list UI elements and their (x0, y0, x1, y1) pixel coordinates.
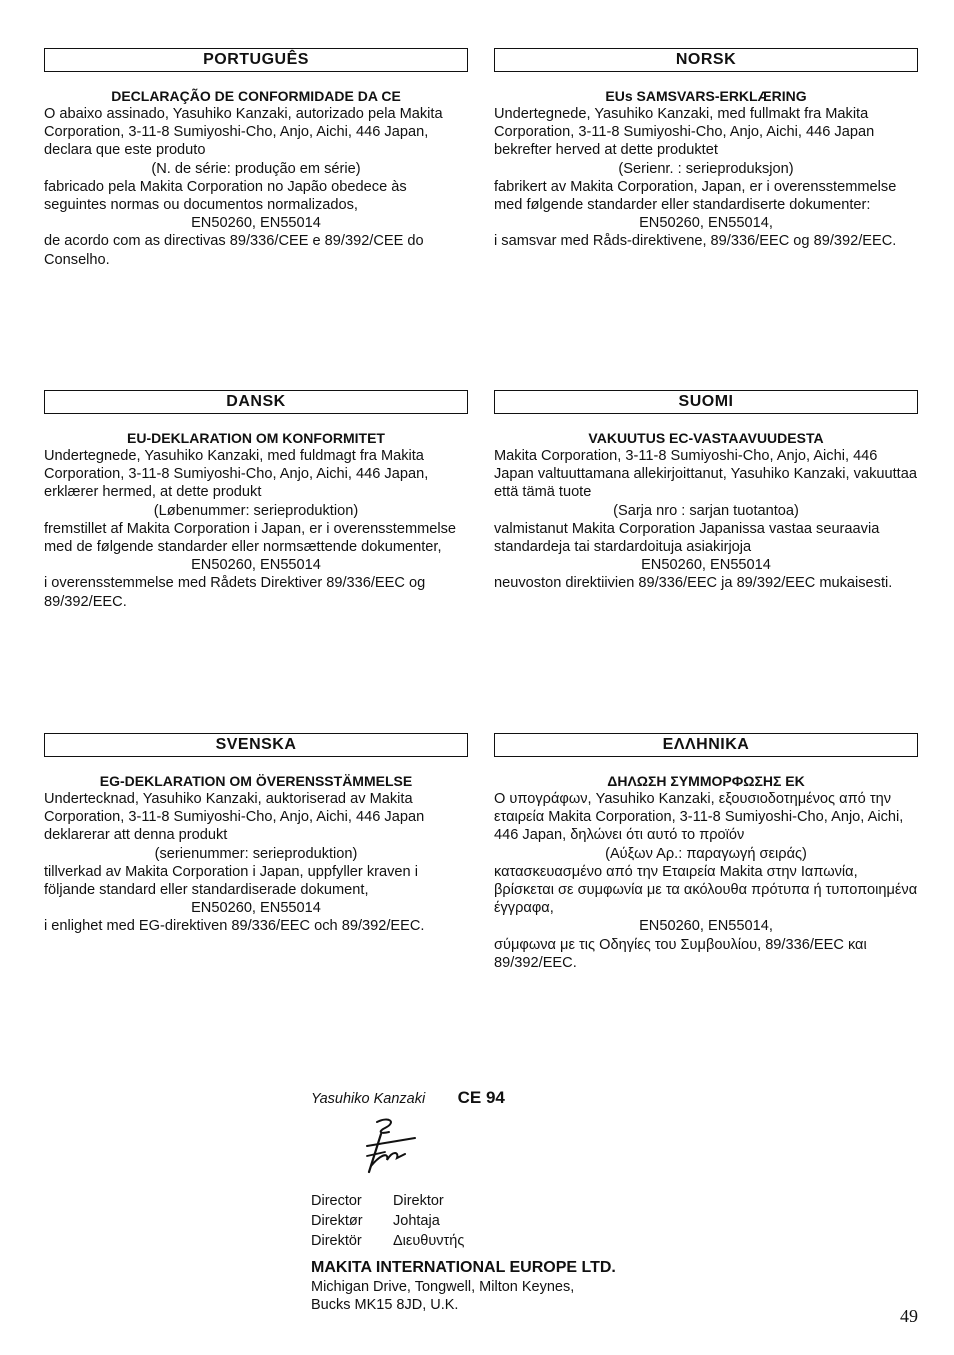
section-subtitle: DECLARAÇÃO DE CONFORMIDADE DA CE (111, 88, 401, 104)
serial-line: (Sarja nro : sarjan tuotantoa) (613, 502, 799, 519)
paragraph: Undertegnede, Yasuhiko Kanzaki, med fuldmagt fra Makita Corporation, 3-11-8 Sumiyoshi-Cho, Anjo, Aichi, 446 Japan, erklærer hermed, at dette produkt (44, 448, 429, 501)
handwritten-signature (337, 1114, 731, 1185)
paragraph: i enlighet med EG-direktiven 89/336/EEC och 89/392/EEC. (44, 918, 425, 935)
section-swedish (44, 733, 468, 936)
standards-line: EN50260, EN55014 (191, 900, 321, 917)
serial-line: (Serienr. : serieproduksjon) (618, 160, 794, 177)
ce-mark: CE 94 (457, 1088, 505, 1107)
section-subtitle: EG-DEKLARATION OM ÖVERENSSTÄMMELSE (99, 773, 413, 789)
standards-line: EN50260, EN55014 (641, 557, 771, 574)
paragraph: Undertecknad, Yasuhiko Kanzaki, auktoriserad av Makita Corporation, 3-11-8 Sumiyoshi-Cho, Anjo, Aichi, 446 Japan deklarerar att denna produkt (44, 791, 425, 844)
serial-line: (Αύξων Αρ.: παραγωγή σειράς) (605, 845, 807, 862)
section-title: ΕΛΛΗΝΙΚΑ (494, 733, 918, 757)
paragraph: valmistanut Makita Corporation Japanissa vastaa seuraavia standardeja tai stardardoituja asiakirjoja (494, 520, 880, 556)
section-title: SUOMI (494, 390, 918, 414)
paragraph: Ο υπογράφων, Yasuhiko Kanzaki, εξουσιοδοτημένος από την εταιρεία Makita Corporation, 3-11-8 Sumiyoshi-Cho, Anjo, Aichi, 446 Japan, δηλώνει ότι αυτό το προϊόν (494, 791, 904, 844)
section-norwegian (494, 48, 918, 251)
serial-line: (Løbenummer: serieproduktion) (153, 502, 359, 519)
section-subtitle: ΔΗΛΩΣΗ ΣΥΜΜΟΡΦΩΣΗΣ ΕΚ (607, 773, 805, 789)
signer-titles (311, 1191, 731, 1251)
section-danish (44, 390, 468, 611)
section-title: SVENSKA (44, 733, 468, 757)
title-text: Direktør (311, 1213, 363, 1229)
title-text: Johtaja (393, 1213, 440, 1229)
section-subtitle: VAKUUTUS EC-VASTAAVUUDESTA (588, 430, 824, 446)
company-address-block (311, 1258, 811, 1314)
paragraph: i overensstemmelse med Rådets Direktiver 89/336/EEC og 89/392/EEC. (44, 575, 426, 610)
paragraph: de acordo com as directivas 89/336/CEE e 89/392/CEE do Conselho. (44, 233, 424, 268)
paragraph: Makita Corporation, 3-11-8 Sumiyoshi-Cho, Anjo, Aichi, 446 Japan valtuuttamana allekirjoittanut, Yasuhiko Kanzaki, vakuuttaa että tämä tuote (494, 448, 917, 501)
section-title: NORSK (494, 48, 918, 72)
paragraph: κατασκευασμένο από την Εταιρεία Makita στην Ιαπωνία, βρίσκεται σε συμφωνία με τα ακόλουθα πρότυπα ή τυποποιημένα έγγραφα, (494, 863, 918, 917)
title-text: Διευθυντής (393, 1233, 465, 1249)
company-address-line: Bucks MK15 8JD, U.K. (311, 1297, 459, 1313)
standards-line: EN50260, EN55014, (639, 215, 773, 232)
paragraph: σύμφωνα με τις Οδηγίες του Συμβουλίου, 89/336/EEC και 89/392/EEC. (494, 936, 867, 971)
paragraph: tillverkad av Makita Corporation i Japan, uppfyller kraven i följande standard eller standardiserade dokument, (44, 863, 418, 899)
paragraph: fremstillet af Makita Corporation i Japan, er i overensstemmelse med de følgende standarder eller normsættende dokumenter, (44, 520, 457, 556)
section-greek (494, 733, 918, 972)
section-finnish (494, 390, 918, 593)
company-address-line: Michigan Drive, Tongwell, Milton Keynes, (311, 1279, 575, 1295)
signature-block (311, 1088, 731, 1251)
section-title: PORTUGUÊS (44, 48, 468, 72)
section-subtitle: EUs SAMSVARS-ERKLÆRING (605, 88, 807, 104)
company-name: MAKITA INTERNATIONAL EUROPE LTD. (311, 1259, 616, 1276)
paragraph: neuvoston direktiivien 89/336/EEC ja 89/392/EEC mukaisesti. (494, 575, 893, 592)
serial-line: (serienummer: serieproduktion) (154, 845, 358, 862)
standards-line: EN50260, EN55014 (191, 557, 321, 574)
paragraph: fabricado pela Makita Corporation no Japão obedece às seguintes normas ou documentos normalizados, (44, 178, 407, 214)
paragraph: fabrikert av Makita Corporation, Japan, er i overensstemmelse med følgende standarder eller standardiserte dokumenter: (494, 178, 897, 214)
section-title: DANSK (44, 390, 468, 414)
title-text: Direktor (393, 1193, 444, 1209)
title-text: Direktör (311, 1233, 362, 1249)
page-number: 49 (900, 1306, 918, 1326)
title-text: Director (311, 1193, 362, 1209)
serial-line: (N. de série: produção em série) (151, 160, 361, 177)
paragraph: Undertegnede, Yasuhiko Kanzaki, med fullmakt fra Makita Corporation, 3-11-8 Sumiyoshi-Cho, Anjo, Aichi, 446 Japan bekrefter herved at dette produktet (494, 106, 875, 159)
section-subtitle: EU-DEKLARATION OM KONFORMITET (127, 430, 385, 446)
signer-name: Yasuhiko Kanzaki (311, 1091, 426, 1107)
section-portuguese (44, 48, 468, 269)
paragraph: O abaixo assinado, Yasuhiko Kanzaki, autorizado pela Makita Corporation, 3-11-8 Sumiyoshi-Cho, Anjo, Aichi, 446 Japan, declara que este produto (44, 106, 443, 159)
standards-line: EN50260, EN55014 (191, 215, 321, 232)
paragraph: i samsvar med Råds-direktivene, 89/336/EEC og 89/392/EEC. (494, 233, 897, 250)
standards-line: EN50260, EN55014, (639, 918, 773, 935)
